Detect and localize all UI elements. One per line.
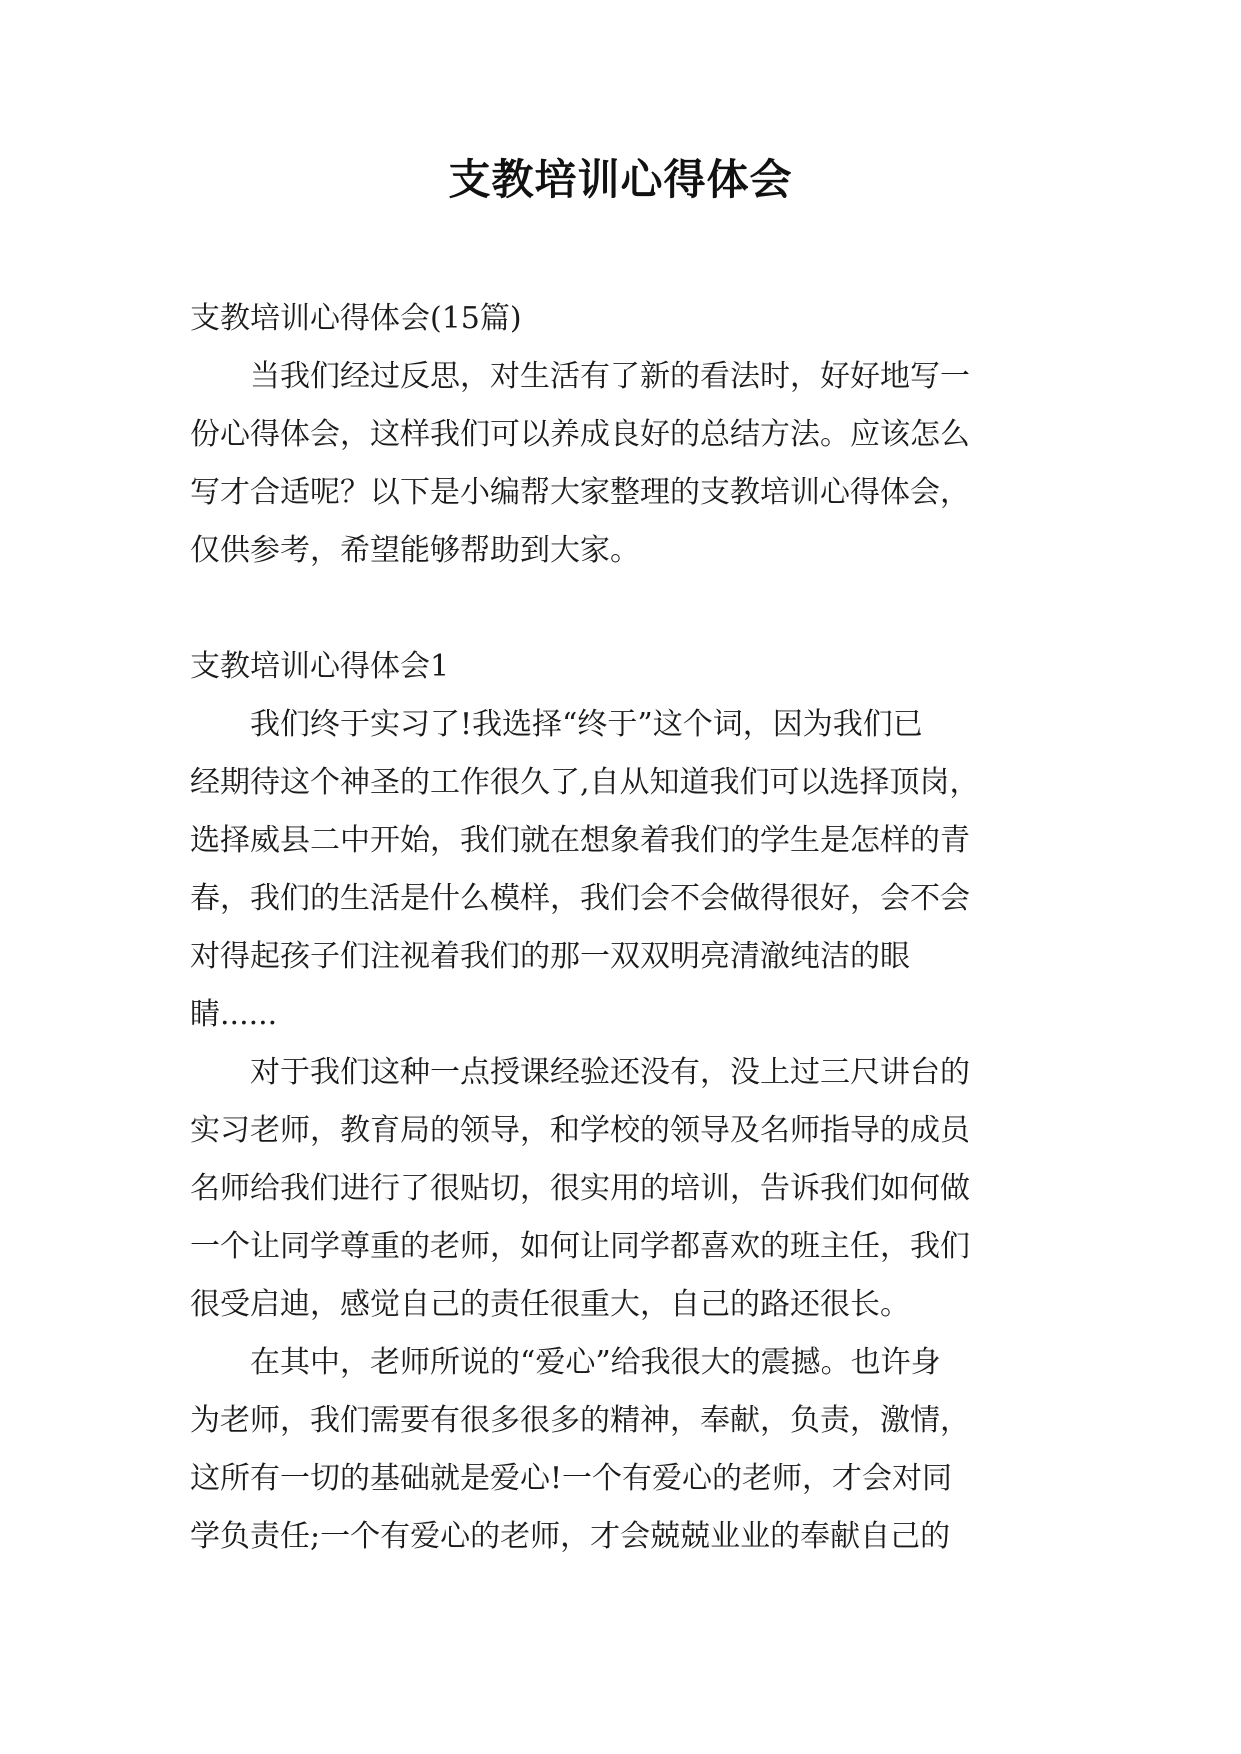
text-line: 学负责任;一个有爱心的老师，才会兢兢业业的奉献自己的 [190, 1519, 951, 1554]
text-line: 很受启迪，感觉自己的责任很重大，自己的路还很长。 [190, 1287, 910, 1322]
text-line: 这所有一切的基础就是爱心!一个有爱心的老师，才会对同 [190, 1461, 953, 1496]
document-body [190, 290, 1070, 1566]
document-title: 支教培训心得体会 [448, 155, 793, 204]
text-line: 为老师，我们需要有很多很多的精神，奉献，负责，激情， [190, 1403, 970, 1438]
text-line: 睛...... [190, 997, 278, 1032]
text-line: 支教培训心得体会1 [190, 649, 450, 684]
text-line: 我们终于实习了!我选择“终于”这个词，因为我们已 [190, 707, 923, 742]
text-line: 仅供参考，希望能够帮助到大家。 [190, 533, 640, 568]
text-line: 对得起孩子们注视着我们的那一双双明亮清澈纯洁的眼 [190, 939, 910, 974]
text-line: 写才合适呢？以下是小编帮大家整理的支教培训心得体会， [190, 475, 970, 510]
text-line: 对于我们这种一点授课经验还没有，没上过三尺讲台的 [190, 1055, 970, 1090]
text-line: 支教培训心得体会(15篇) [190, 301, 522, 336]
text-line: 份心得体会，这样我们可以养成良好的总结方法。应该怎么 [190, 417, 970, 452]
text-line: 经期待这个神圣的工作很久了,自从知道我们可以选择顶岗， [190, 765, 980, 800]
text-line: 春，我们的生活是什么模样，我们会不会做得很好，会不会 [190, 881, 970, 916]
text-line: 在其中，老师所说的“爱心”给我很大的震撼。也许身 [190, 1345, 941, 1380]
text-line: 选择威县二中开始，我们就在想象着我们的学生是怎样的青 [190, 823, 970, 858]
text-line: 一个让同学尊重的老师，如何让同学都喜欢的班主任，我们 [190, 1229, 970, 1264]
text-line: 名师给我们进行了很贴切，很实用的培训，告诉我们如何做 [190, 1171, 970, 1206]
text-line: 实习老师，教育局的领导，和学校的领导及名师指导的成员 [190, 1113, 970, 1148]
text-line: 当我们经过反思，对生活有了新的看法时，好好地写一 [190, 359, 970, 394]
paragraph-gap [190, 580, 1070, 638]
